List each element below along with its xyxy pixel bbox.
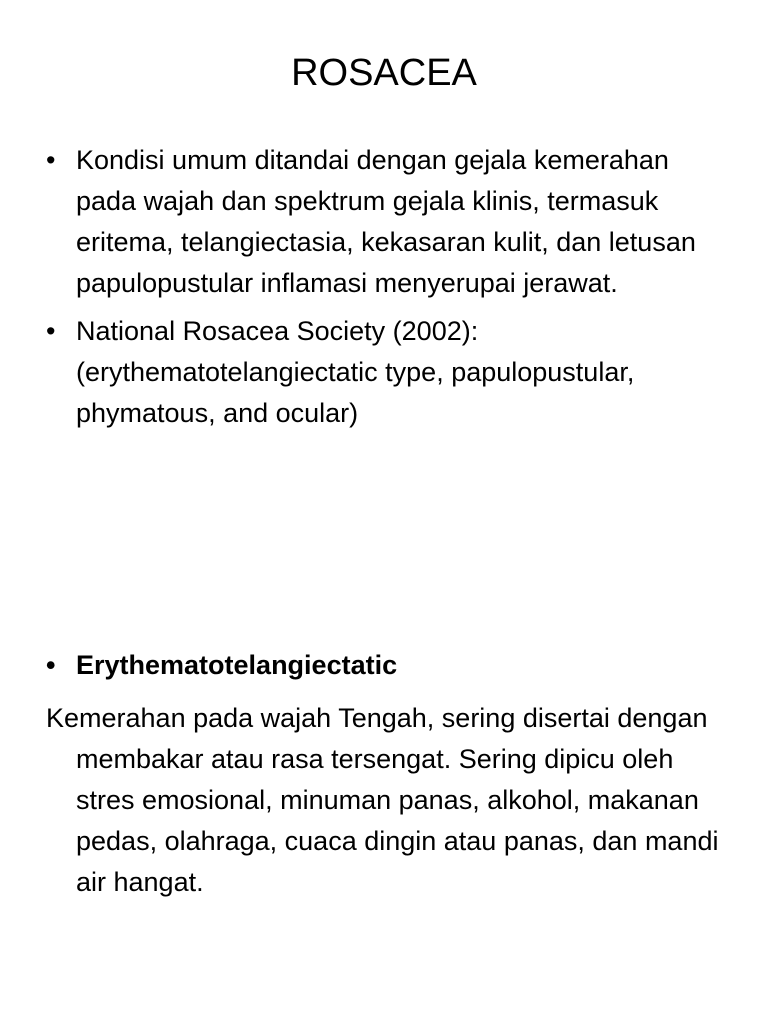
bullet-item xyxy=(46,311,736,434)
bullet-marker: • xyxy=(46,316,56,346)
slide-title: ROSACEA xyxy=(291,52,477,94)
bullet-marker: • xyxy=(46,650,56,680)
section-heading-text: Erythematotelangiectatic xyxy=(76,650,398,680)
bullet-list xyxy=(46,140,736,441)
bullet-text: National Rosacea Society (2002): (erythematotelangiectatic type, papulopustular, phymatous, and ocular) xyxy=(76,316,635,428)
bullet-item xyxy=(46,140,736,304)
section-heading xyxy=(46,645,736,686)
bullet-text: Kondisi umum ditandai dengan gejala kemerahan pada wajah dan spektrum gejala klinis, termasuk eritema, telangiectasia, kekasaran kulit, dan letusan papulopustular inflamasi menyerupai jerawat. xyxy=(76,145,696,298)
section-body: Kemerahan pada wajah Tengah, sering disertai dengan membakar atau rasa tersengat. Sering dipicu oleh stres emosional, minuman panas, alkohol, makanan pedas, olahraga, cuaca dingin atau panas, dan mandi air hangat. xyxy=(46,703,719,897)
bullet-marker: • xyxy=(46,145,56,175)
section-erythematotelangiectatic xyxy=(46,645,736,903)
